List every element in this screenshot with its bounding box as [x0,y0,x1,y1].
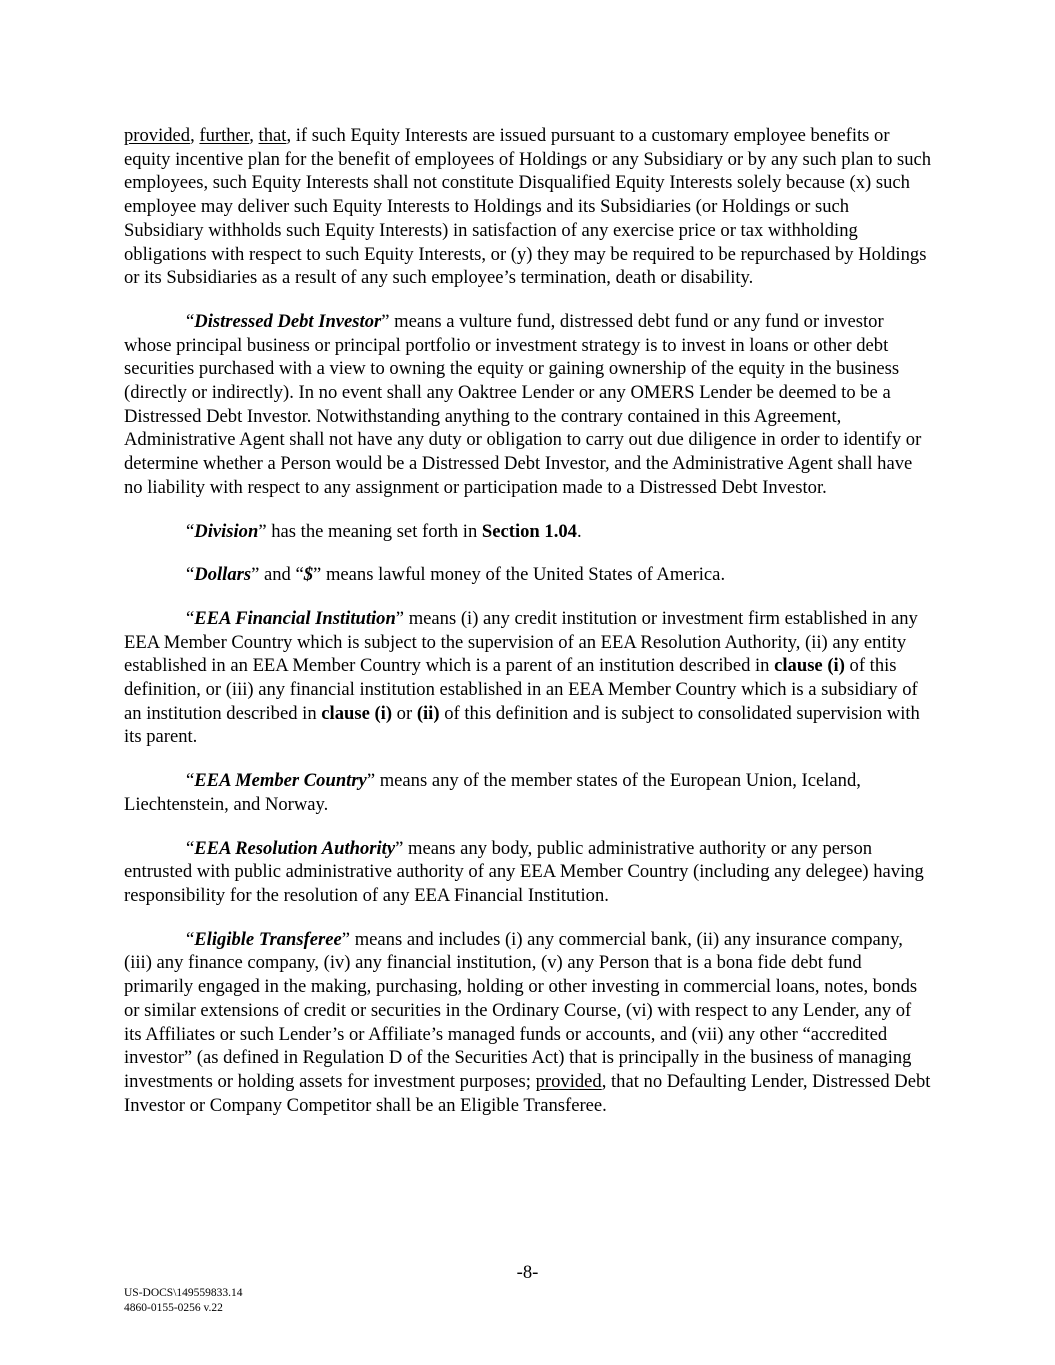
section-reference: Section 1.04 [481,520,577,542]
defined-term: Distressed Debt Investor [194,310,382,332]
page-body [124,124,932,1137]
document-footer [124,1286,243,1316]
definition-text: ” means any of the member states of the European Union, Iceland, Liechtenstein, and Norway. [124,770,861,815]
provided-term: provided [124,125,191,146]
defined-term: EEA Resolution Authority [194,837,396,859]
further-term: further [199,125,250,146]
doc-id-primary: US-DOCS\149559833.14 [124,1287,243,1299]
clause-reference: clause (i) [774,655,845,677]
that-term: that [258,125,287,146]
definition-eea-resolution-authority: “EEA Resolution Authority” means any body, public administrative authority or any person entrusted with public administrative authority of any EEA Member Country (including any delegee) having responsibility for the resolution of any EEA Financial Institution. [124,837,924,906]
definition-eea-financial-institution: “EEA Financial Institution” means (i) any credit institution or investment firm established in any EEA Member Country which is subject to the supervision of an EEA Resolution Authority, (ii) any entity established in an EEA Member Country which is a parent of an institution described in clause (i) of this definition, or (iii) any financial institution established in an EEA Member Country which is a subsidiary of an institution described in clause (i) or (ii) of this definition and is subject to consolidated supervision with its parent. [124,607,920,748]
defined-term: Eligible Transferee [194,928,342,950]
definition-text: ” has the meaning set forth in [258,520,482,542]
defined-term: EEA Member Country [194,770,367,792]
definition-division: “Division” has the meaning set forth in Section 1.04. [186,520,582,542]
paragraph-text: , if such Equity Interests are issued pursuant to a customary employee benefits or equity incentive plan for the benefit of employees of Holdings or any Subsidiary or by any such plan to such employees, such Equity Interests shall not constitute Disqualified Equity Interests solely because (x) such employee may deliver such Equity Interests to Holdings and its Subsidiaries (or Holdings or such Subsidiary withholds such Equity Interests) in satisfaction of any exercise price or tax withholding obligations with respect to such Equity Interests, or (y) they may be required to be repurchased by Holdings or its Subsidiaries as a result of any such employee’s termination, death or disability. [124,125,932,289]
proviso-term: provided [535,1070,602,1092]
paragraph-disqualified-equity-proviso: provided, further, that, if such Equity Interests are issued pursuant to a customary employee benefits or equity incentive plan for the benefit of employees of Holdings or any Subsidiary or by any such plan to such employees, such Equity Interests shall not constitute Disqualified Equity Interests solely because (x) such employee may deliver such Equity Interests to Holdings and its Subsidiaries (or Holdings or such Subsidiary withholds such Equity Interests) in satisfaction of any exercise price or tax withholding obligations with respect to such Equity Interests, or (y) they may be required to be repurchased by Holdings or its Subsidiaries as a result of any such employee’s termination, death or disability. [124,125,932,289]
definition-dollars: “Dollars” and “$” means lawful money of the United States of America. [186,564,726,586]
defined-term: Dollars [194,564,252,586]
defined-term: EEA Financial Institution [194,607,396,629]
clause-reference: (ii) [416,702,440,724]
definition-text: ” means a vulture fund, distressed debt fund or any fund or investor whose principal business or principal portfolio or investment strategy is to invest in loans or other debt securities purchased with a view to owning the equity or gaining ownership of the equity in the business (directly or indirectly). In no event shall any Oaktree Lender or any OMERS Lender be deemed to be a Distressed Debt Investor. Notwithstanding anything to the contrary contained in this Agreement, Administrative Agent shall not have any duty or obligation to carry out due diligence in order to identify or determine whether a Person would be a Distressed Debt Investor, and the Administrative Agent shall have no liability with respect to any assignment or participation made to a Distressed Debt Investor. [124,310,922,498]
definition-text: ” means lawful money of the United States of America. [313,564,726,586]
definition-text: ” means any body, public administrative authority or any person entrusted with public administrative authority of any EEA Member Country (including any delegee) having responsibility for the resolution of any EEA Financial Institution. [124,837,924,906]
clause-reference: clause (i) [321,702,393,724]
defined-term: Division [194,520,259,542]
definition-eea-member-country: “EEA Member Country” means any of the member states of the European Union, Iceland, Liechtenstein, and Norway. [124,770,861,815]
definition-eligible-transferee: “Eligible Transferee” means and includes (i) any commercial bank, (ii) any insurance company, (iii) any finance company, (iv) any financial institution, (v) any Person that is a bona fide debt fund primarily engaged in the making, purchasing, holding or other investing in commercial loans, notes, bonds or similar extensions of credit or securities in the Ordinary Course, (vi) with respect to any Lender, any of its Affiliates or such Lender’s or Affiliate’s managed funds or accounts, and (vii) any other “accredited investor” (as defined in Regulation D of the Securities Act) that is principally in the business of managing investments or holding assets for investment purposes; provided, that no Defaulting Lender, Distressed Debt Investor or Company Competitor shall be an Eligible Transferee. [124,928,931,1116]
defined-term-symbol: $ [303,564,314,586]
doc-id-secondary: 4860-0155-0256 v.22 [124,1302,223,1314]
definition-distressed-debt-investor: “Distressed Debt Investor” means a vulture fund, distressed debt fund or any fund or investor whose principal business or principal portfolio or investment strategy is to invest in loans or other debt securities purchased with a view to owning the equity or gaining ownership of the equity in the business (directly or indirectly). In no event shall any Oaktree Lender or any OMERS Lender be deemed to be a Distressed Debt Investor. Notwithstanding anything to the contrary contained in this Agreement, Administrative Agent shall not have any duty or obligation to carry out due diligence in order to identify or determine whether a Person would be a Distressed Debt Investor, and the Administrative Agent shall have no liability with respect to any assignment or participation made to a Distressed Debt Investor. [124,310,922,498]
page-number: -8- [516,1262,539,1283]
